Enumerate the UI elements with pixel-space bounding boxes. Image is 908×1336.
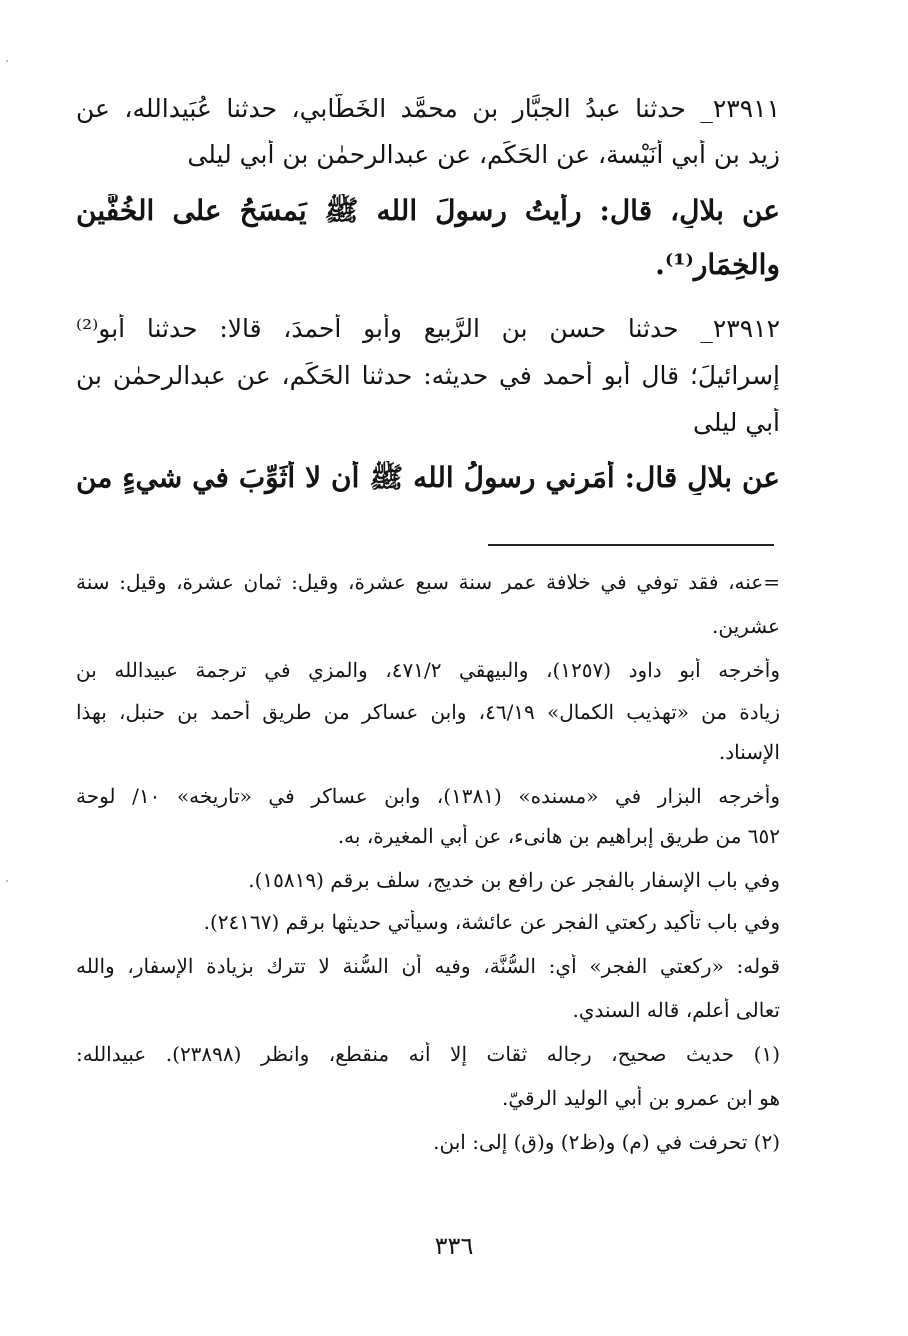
footnote-separator (488, 544, 774, 546)
footnote-line: هو ابن عمرو بن أبي الوليد الرقيّ. (501, 1086, 780, 1110)
footnote-line: وفي باب تأكيد ركعتي الفجر عن عائشة، وسيأتي حديثها برقم (٢٤١٦٧). (203, 910, 780, 934)
footnote-line: قوله: «ركعتي الفجر» أي: السُّنَّة، وفيه أن السُّنة لا تترك بزيادة الإسفار، والله (76, 954, 780, 978)
footnote-line: تعالى أعلم، قاله السندي. (572, 998, 780, 1022)
footnote-line: الإسناد. (718, 740, 780, 764)
footnote-line: (٢) تحرفت في (م) و(ظ٢) و(ق) إلى: ابن. (433, 1130, 780, 1154)
scan-mark (6, 60, 8, 62)
footnote-line: عشرين. (712, 614, 780, 638)
hadith-23911-matn-line-2: والخِمَار⁽¹⁾. (655, 248, 780, 281)
footnote-line: وأخرجه أبو داود (١٢٥٧)، والبيهقي ٤٧١/٢، والمزي في ترجمة عبيدالله بن (76, 658, 780, 682)
footnote-line: ٦٥٢ من طريق إبراهيم بن هانىء، عن أبي المغيرة، به. (337, 824, 780, 848)
hadith-23912-matn-line-1: عن بلالٍ قال: أَمَرني رسولُ الله ﷺ أن لا أُثَوِّبَ في شيءٍ من (76, 461, 780, 494)
hadith-23912-isnad-line-3: أبي ليلى (693, 408, 780, 437)
scan-mark (6, 880, 8, 882)
hadith-23912-isnad-line-2: إسرائيلَ؛ قال أبو أحمد في حديثه: حدثنا الحَكَم، عن عبدالرحمٰن بن (76, 361, 780, 390)
footnote-line: زيادة من «تهذيب الكمال» ٤٦/١٩، وابن عساكر من طريق أحمد بن حنبل، بهذا (76, 700, 780, 724)
hadith-23911-isnad-line-1: ٢٣٩١١_ حدثنا عبدُ الجبَّار بن محمَّد الخَطَّابي، حدثنا عُبَيدالله، عن (76, 94, 780, 123)
hadith-23912-isnad-line-1: ٢٣٩١٢_ حدثنا حسن بن الرَّبيع وأبو أحمدَ، قالا: حدثنا أبو⁽²⁾ (76, 314, 780, 343)
hadith-23911-matn-line-1: عن بلالٍ، قال: رأيتُ رسولَ الله ﷺ يَمسَحُ على الخُفَّينِ (76, 194, 780, 227)
footnote-line: وفي باب الإسفار بالفجر عن رافع بن خديج، سلف برقم (١٥٨١٩). (248, 868, 780, 892)
footnote-line: (١) حديث صحيح، رجاله ثقات إلا أنه منقطع، وانظر (٢٣٨٩٨). عبيدالله: (76, 1042, 780, 1066)
footnote-line: وأخرجه البزار في «مسنده» (١٣٨١)، وابن عساكر في «تاريخه» ١٠/ لوحة (76, 784, 780, 808)
hadith-23911-isnad-line-2: زيد بن أبي أُنَيْسة، عن الحَكَم، عن عبدالرحمٰن بن أبي ليلى (187, 140, 780, 169)
footnote-line: =عنه، فقد توفي في خلافة عمر سنة سبع عشرة، وقيل: ثمان عشرة، وقيل: سنة (76, 570, 780, 594)
page-number: ٣٣٦ (434, 1232, 474, 1260)
